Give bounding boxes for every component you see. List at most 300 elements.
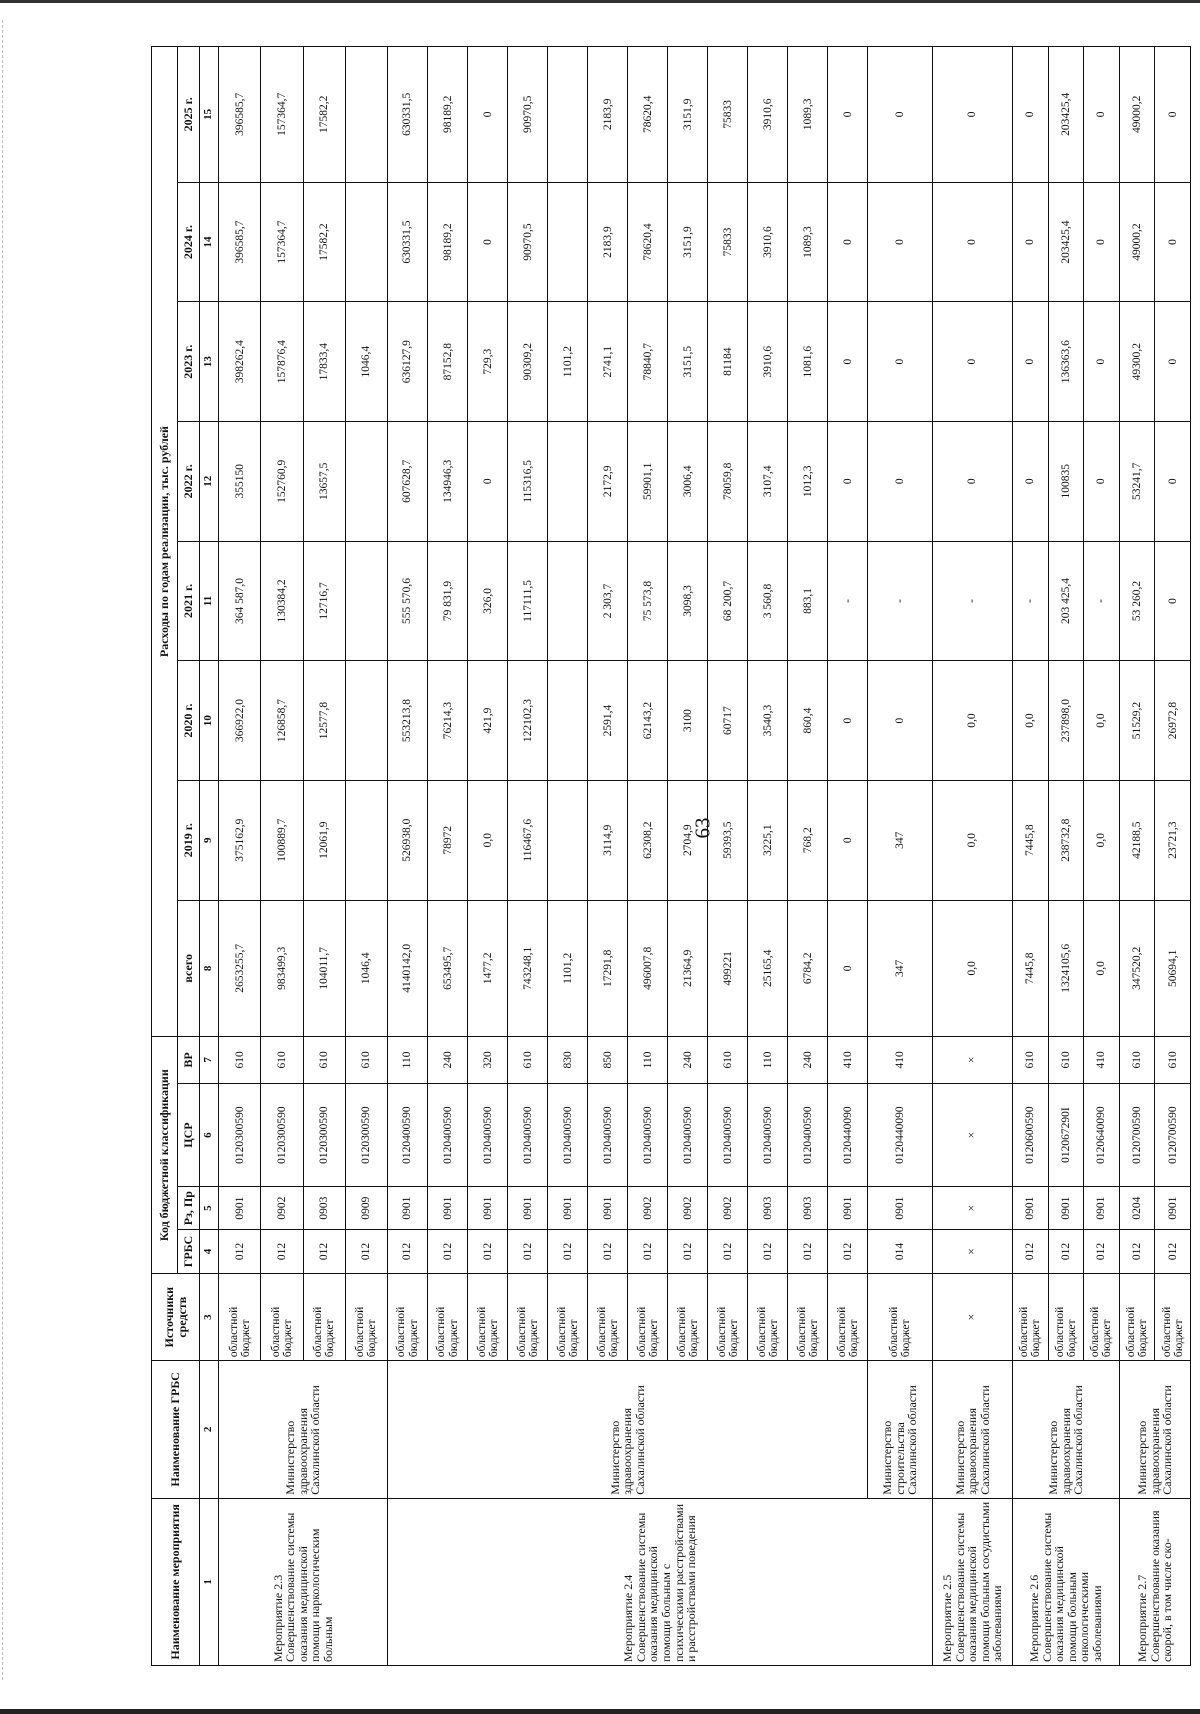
value-2023: 17833,4 [303, 302, 345, 422]
col-header-grbs-name: Наименование ГРБС [152, 1361, 200, 1499]
col-header-2021: 2021 г. [178, 541, 200, 661]
total-value: 1101,2 [548, 900, 588, 1037]
vr-code: 110 [388, 1037, 428, 1084]
csr-code: 0120400590 [588, 1083, 628, 1187]
value-2020 [345, 661, 387, 781]
total-value: 347 [868, 900, 933, 1037]
total-value: 21364,9 [668, 900, 708, 1037]
rzpr-code: 0909 [345, 1187, 387, 1229]
value-2023: 87152,8 [428, 302, 468, 422]
value-2019 [548, 780, 588, 900]
index-cell: 2 [200, 1361, 219, 1499]
rzpr-code: 0901 [219, 1187, 261, 1229]
value-2021 [345, 541, 387, 661]
csr-code: 0120640090 [1084, 1083, 1120, 1187]
source-cell: областной бюджет [1155, 1274, 1191, 1361]
total-value: 4140142,0 [388, 900, 428, 1037]
value-2023: 0 [1084, 302, 1120, 422]
rzpr-code: 0902 [668, 1187, 708, 1229]
rzpr-code: 0901 [1084, 1187, 1120, 1229]
col-header-2025: 2025 г. [178, 47, 200, 183]
rzpr-code: 0902 [261, 1187, 303, 1229]
rzpr-code: 0901 [868, 1187, 933, 1229]
grbs-code: 012 [788, 1229, 828, 1273]
rzpr-code: 0903 [303, 1187, 345, 1229]
total-value: 1477,2 [468, 900, 508, 1037]
rzpr-code: 0901 [1012, 1187, 1048, 1229]
total-value: 1046,4 [345, 900, 387, 1037]
value-2019: 768,2 [788, 780, 828, 900]
grbs-code: 012 [219, 1229, 261, 1273]
index-cell: 6 [200, 1083, 219, 1187]
value-2025: 78620,4 [628, 47, 668, 183]
table-row [868, 47, 933, 1666]
grbs-code: 012 [303, 1229, 345, 1273]
source-cell: областной бюджет [1048, 1274, 1084, 1361]
csr-code: 0120400590 [708, 1083, 748, 1187]
vr-code: 410 [1084, 1037, 1120, 1084]
grbs-code: 014 [868, 1229, 933, 1273]
value-2022: 100835 [1048, 421, 1084, 541]
value-2024 [548, 182, 588, 302]
value-2021: - [1012, 541, 1048, 661]
value-2020: 0 [868, 661, 933, 781]
value-2025: 630331,5 [388, 47, 428, 183]
total-value: 17291,8 [588, 900, 628, 1037]
value-2023: 3151,5 [668, 302, 708, 422]
value-2023: 729,3 [468, 302, 508, 422]
value-2021: - [932, 541, 1012, 661]
activity-name: Мероприятие 2.7 Совершенствование оказания скорой, в том числе ско- [1119, 1498, 1190, 1665]
grbs-code: 012 [1155, 1229, 1191, 1273]
value-2025: 157364,7 [261, 47, 303, 183]
grbs-name: Министерство здравоохранения Сахалинской области [932, 1361, 1012, 1499]
csr-code: 0120400590 [388, 1083, 428, 1187]
index-cell: 9 [200, 780, 219, 900]
csr-code: 0120400590 [548, 1083, 588, 1187]
value-2024: 0 [1155, 182, 1191, 302]
rzpr-code: 0903 [748, 1187, 788, 1229]
table-row [932, 47, 1012, 1666]
rzpr-code: 0901 [508, 1187, 548, 1229]
value-2022: 0 [868, 421, 933, 541]
value-2023: 0 [828, 302, 868, 422]
csr-code: 0120600590 [1012, 1083, 1048, 1187]
scan-left-edge [2, 20, 4, 1680]
value-2023: 0 [1012, 302, 1048, 422]
value-2020: 3100 [668, 661, 708, 781]
index-cell: 5 [200, 1187, 219, 1229]
grbs-code: 012 [588, 1229, 628, 1273]
value-2021: 3 560,8 [748, 541, 788, 661]
value-2020 [548, 661, 588, 781]
value-2020: 12577,8 [303, 661, 345, 781]
value-2019: 0 [828, 780, 868, 900]
value-2021: - [828, 541, 868, 661]
value-2019: 2704,9 [668, 780, 708, 900]
grbs-code: 012 [1012, 1229, 1048, 1273]
source-cell: областной бюджет [1012, 1274, 1048, 1361]
grbs-name: Министерство здравоохранения Сахалинской области [1119, 1361, 1190, 1499]
value-2019: 23721,3 [1155, 780, 1191, 900]
index-cell: 1 [200, 1498, 219, 1665]
value-2020: 553213,8 [388, 661, 428, 781]
value-2022: 152760,9 [261, 421, 303, 541]
value-2022: 0 [932, 421, 1012, 541]
value-2020: 0,0 [1012, 661, 1048, 781]
value-2024: 396585,7 [219, 182, 261, 302]
source-cell: областной бюджет [708, 1274, 748, 1361]
value-2020: 126858,7 [261, 661, 303, 781]
grbs-name: Министерство здравоохранения Сахалинской области [388, 1361, 868, 1499]
value-2021: 0 [1155, 541, 1191, 661]
source-cell: областной бюджет [868, 1274, 933, 1361]
value-2020: 26972,8 [1155, 661, 1191, 781]
grbs-code: 012 [1048, 1229, 1084, 1273]
total-value: 1324105,6 [1048, 900, 1084, 1037]
grbs-code: 012 [428, 1229, 468, 1273]
source-cell: областной бюджет [588, 1274, 628, 1361]
csr-code: 0120400590 [508, 1083, 548, 1187]
value-2022: 134946,3 [428, 421, 468, 541]
value-2020: 2591,4 [588, 661, 628, 781]
grbs-name: Министерство здравоохранения Сахалинской области [219, 1361, 388, 1499]
value-2020: 62143,2 [628, 661, 668, 781]
table-row [219, 47, 261, 1666]
total-value: 983499,3 [261, 900, 303, 1037]
value-2024: 0 [932, 182, 1012, 302]
value-2025: 90970,5 [508, 47, 548, 183]
vr-code: 610 [1048, 1037, 1084, 1084]
value-2019: 116467,6 [508, 780, 548, 900]
value-2022: 53241,7 [1119, 421, 1155, 541]
value-2019: 3225,1 [748, 780, 788, 900]
source-cell: областной бюджет [668, 1274, 708, 1361]
value-2019: 100889,7 [261, 780, 303, 900]
value-2022: 59901,1 [628, 421, 668, 541]
grbs-code: 012 [628, 1229, 668, 1273]
value-2020: 0 [828, 661, 868, 781]
value-2021: - [868, 541, 933, 661]
value-2025: 0 [468, 47, 508, 183]
value-2024: 157364,7 [261, 182, 303, 302]
source-cell: областной бюджет [388, 1274, 428, 1361]
value-2021: 53 260,2 [1119, 541, 1155, 661]
csr-code: 0120440090 [828, 1083, 868, 1187]
value-2020: 237898,0 [1048, 661, 1084, 781]
value-2019 [345, 780, 387, 900]
value-2025: 0 [828, 47, 868, 183]
vr-code: 850 [588, 1037, 628, 1084]
col-header-2019: 2019 г. [178, 780, 200, 900]
total-value: 104011,7 [303, 900, 345, 1037]
grbs-code: 012 [1119, 1229, 1155, 1273]
vr-code: 110 [748, 1037, 788, 1084]
col-header-2022: 2022 г. [178, 421, 200, 541]
rzpr-code: 0901 [1155, 1187, 1191, 1229]
vr-code: 830 [548, 1037, 588, 1084]
col-header-expenses: Расходы по годам реализации, тыс. рублей [152, 47, 178, 1037]
source-cell: областной бюджет [548, 1274, 588, 1361]
value-2025: 0 [1012, 47, 1048, 183]
value-2022: 355150 [219, 421, 261, 541]
rzpr-code: 0902 [708, 1187, 748, 1229]
index-cell: 8 [200, 900, 219, 1037]
value-2024: 0 [828, 182, 868, 302]
value-2023: 136363,6 [1048, 302, 1084, 422]
col-header-2023: 2023 г. [178, 302, 200, 422]
value-2020: 51529,2 [1119, 661, 1155, 781]
grbs-name: Министерство строительства Сахалинской области [868, 1361, 933, 1499]
col-header-budget-code: Код бюджетной классификации [152, 1037, 178, 1274]
total-value: 347520,2 [1119, 900, 1155, 1037]
value-2019: 347 [868, 780, 933, 900]
grbs-name: Министерство здравоохранения Сахалинской области [1012, 1361, 1119, 1499]
value-2019: 375162,9 [219, 780, 261, 900]
value-2019: 0,0 [932, 780, 1012, 900]
value-2022: 2172,9 [588, 421, 628, 541]
rzpr-code: 0901 [388, 1187, 428, 1229]
source-cell: × [932, 1274, 1012, 1361]
csr-code: 0120700590 [1119, 1083, 1155, 1187]
csr-code: 0120300590 [261, 1083, 303, 1187]
col-header-2020: 2020 г. [178, 661, 200, 781]
value-2020: 421,9 [468, 661, 508, 781]
total-value: 6784,2 [788, 900, 828, 1037]
source-cell: областной бюджет [219, 1274, 261, 1361]
value-2025: 98189,2 [428, 47, 468, 183]
csr-code: 0120300590 [303, 1083, 345, 1187]
value-2024: 203425,4 [1048, 182, 1084, 302]
page-number-text: 63 [690, 817, 715, 839]
value-2019: 7445,8 [1012, 780, 1048, 900]
index-row [200, 47, 219, 1666]
csr-code: 0120700590 [1155, 1083, 1191, 1187]
total-value: 7445,8 [1012, 900, 1048, 1037]
value-2023: 1046,4 [345, 302, 387, 422]
source-cell: областной бюджет [1119, 1274, 1155, 1361]
col-header-grbs: ГРБС [178, 1229, 200, 1273]
csr-code: 0120300590 [345, 1083, 387, 1187]
source-cell: областной бюджет [468, 1274, 508, 1361]
value-2019: 78972 [428, 780, 468, 900]
source-cell: областной бюджет [345, 1274, 387, 1361]
vr-code: 240 [428, 1037, 468, 1084]
value-2024: 0 [1084, 182, 1120, 302]
grbs-code: 012 [261, 1229, 303, 1273]
value-2025: 3910,6 [748, 47, 788, 183]
value-2020: 0,0 [1084, 661, 1120, 781]
value-2019: 42188,5 [1119, 780, 1155, 900]
value-2021: 3098,3 [668, 541, 708, 661]
vr-code: 410 [828, 1037, 868, 1084]
value-2024: 2183,9 [588, 182, 628, 302]
activity-name: Мероприятие 2.5 Совершенствование системы оказания медицинской помощи больным сосудистыми заболеваниями [932, 1498, 1012, 1665]
vr-code: 610 [508, 1037, 548, 1084]
csr-code: 0120400590 [628, 1083, 668, 1187]
source-cell: областной бюджет [628, 1274, 668, 1361]
total-value: 743248,1 [508, 900, 548, 1037]
value-2019: 238732,8 [1048, 780, 1084, 900]
rzpr-code: 0902 [628, 1187, 668, 1229]
index-cell: 14 [200, 182, 219, 302]
value-2023: 90309,2 [508, 302, 548, 422]
index-cell: 12 [200, 421, 219, 541]
value-2025: 2183,9 [588, 47, 628, 183]
source-cell: областной бюджет [428, 1274, 468, 1361]
value-2024: 630331,5 [388, 182, 428, 302]
value-2021: 12716,7 [303, 541, 345, 661]
source-cell: областной бюджет [1084, 1274, 1120, 1361]
csr-code: 0120400590 [748, 1083, 788, 1187]
value-2019: 3114,9 [588, 780, 628, 900]
source-cell: областной бюджет [748, 1274, 788, 1361]
value-2021: 79 831,9 [428, 541, 468, 661]
grbs-code: 012 [748, 1229, 788, 1273]
csr-code: × [932, 1083, 1012, 1187]
source-cell: областной бюджет [828, 1274, 868, 1361]
value-2023: 2741,1 [588, 302, 628, 422]
rzpr-code: 0901 [548, 1187, 588, 1229]
source-cell: областной бюджет [261, 1274, 303, 1361]
total-value: 499221 [708, 900, 748, 1037]
value-2020: 60717 [708, 661, 748, 781]
value-2021: 326,0 [468, 541, 508, 661]
value-2024: 49000,2 [1119, 182, 1155, 302]
vr-code: 320 [468, 1037, 508, 1084]
value-2020: 3540,3 [748, 661, 788, 781]
rzpr-code: × [932, 1187, 1012, 1229]
value-2023: 398262,4 [219, 302, 261, 422]
value-2022: 78059,8 [708, 421, 748, 541]
table-row [1012, 47, 1048, 1666]
col-header-vr: ВР [178, 1037, 200, 1084]
value-2025: 0 [1155, 47, 1191, 183]
activity-name: Мероприятие 2.3 Совершенствование системы оказания медицинской помощи наркологическим больным [219, 1498, 388, 1665]
value-2021: 364 587,0 [219, 541, 261, 661]
value-2023: 0 [1155, 302, 1191, 422]
grbs-code: 012 [828, 1229, 868, 1273]
total-value: 50694,1 [1155, 900, 1191, 1037]
value-2023: 0 [868, 302, 933, 422]
value-2021: 203 425,4 [1048, 541, 1084, 661]
value-2019: 12061,9 [303, 780, 345, 900]
value-2022: 0 [828, 421, 868, 541]
value-2024: 1089,3 [788, 182, 828, 302]
total-value: 2653255,7 [219, 900, 261, 1037]
value-2025: 0 [932, 47, 1012, 183]
grbs-code: 012 [1084, 1229, 1120, 1273]
value-2024: 0 [868, 182, 933, 302]
rzpr-code: 0901 [828, 1187, 868, 1229]
total-value: 0,0 [932, 900, 1012, 1037]
value-2019: 0,0 [468, 780, 508, 900]
total-value: 0,0 [1084, 900, 1120, 1037]
value-2025: 0 [868, 47, 933, 183]
value-2023: 1081,6 [788, 302, 828, 422]
rzpr-code: 0901 [468, 1187, 508, 1229]
value-2023: 49300,2 [1119, 302, 1155, 422]
csr-code: 0120300590 [219, 1083, 261, 1187]
value-2024: 98189,2 [428, 182, 468, 302]
activity-name: Мероприятие 2.6 Совершенствование системы оказания медицинской помощи больным онкологическими заболеваниями [1012, 1498, 1119, 1665]
vr-code: 610 [261, 1037, 303, 1084]
grbs-code: 012 [388, 1229, 428, 1273]
csr-code: 0120400590 [428, 1083, 468, 1187]
total-value: 496007,8 [628, 900, 668, 1037]
value-2023: 1101,2 [548, 302, 588, 422]
value-2023: 78840,7 [628, 302, 668, 422]
value-2022: 0 [1155, 421, 1191, 541]
vr-code: 610 [303, 1037, 345, 1084]
index-cell: 13 [200, 302, 219, 422]
value-2023: 636127,9 [388, 302, 428, 422]
value-2022: 0 [1012, 421, 1048, 541]
value-2025: 49000,2 [1119, 47, 1155, 183]
value-2025: 0 [1084, 47, 1120, 183]
col-header-activity: Наименование мероприятия [152, 1498, 200, 1665]
scan-top-border [0, 0, 1200, 3]
rzpr-code: 0903 [788, 1187, 828, 1229]
index-cell: 4 [200, 1229, 219, 1273]
value-2020: 0,0 [932, 661, 1012, 781]
value-2024: 0 [468, 182, 508, 302]
vr-code: 610 [1119, 1037, 1155, 1084]
csr-code: 012067290I [1048, 1083, 1084, 1187]
value-2021: 883,1 [788, 541, 828, 661]
value-2020: 76214,3 [428, 661, 468, 781]
scan-bottom-border [0, 1709, 1200, 1714]
value-2022: 1012,3 [788, 421, 828, 541]
value-2025: 203425,4 [1048, 47, 1084, 183]
vr-code: 610 [1012, 1037, 1048, 1084]
vr-code: 610 [1155, 1037, 1191, 1084]
col-header-sources: Источники средств [152, 1274, 200, 1361]
vr-code: × [932, 1037, 1012, 1084]
value-2025: 75833 [708, 47, 748, 183]
value-2020: 366922,0 [219, 661, 261, 781]
index-cell: 3 [200, 1274, 219, 1361]
grbs-code: 012 [708, 1229, 748, 1273]
col-header-rzpr: Рз, Пр [178, 1187, 200, 1229]
rzpr-code: 0901 [428, 1187, 468, 1229]
total-value: 25165,4 [748, 900, 788, 1037]
value-2025 [548, 47, 588, 183]
value-2019: 59393,5 [708, 780, 748, 900]
value-2025 [345, 47, 387, 183]
value-2020: 860,4 [788, 661, 828, 781]
value-2024: 17582,2 [303, 182, 345, 302]
budget-table [151, 46, 1191, 1666]
vr-code: 410 [868, 1037, 933, 1084]
source-cell: областной бюджет [303, 1274, 345, 1361]
grbs-code: × [932, 1229, 1012, 1273]
value-2021: 555 570,6 [388, 541, 428, 661]
source-cell: областной бюджет [788, 1274, 828, 1361]
value-2024 [345, 182, 387, 302]
value-2022: 3107,4 [748, 421, 788, 541]
grbs-code: 012 [345, 1229, 387, 1273]
grbs-code: 012 [468, 1229, 508, 1273]
grbs-code: 012 [548, 1229, 588, 1273]
value-2021 [548, 541, 588, 661]
csr-code: 0120440090 [868, 1083, 933, 1187]
value-2024: 3910,6 [748, 182, 788, 302]
source-cell: областной бюджет [508, 1274, 548, 1361]
value-2023: 0 [932, 302, 1012, 422]
rzpr-code: 0901 [1048, 1187, 1084, 1229]
value-2024: 75833 [708, 182, 748, 302]
